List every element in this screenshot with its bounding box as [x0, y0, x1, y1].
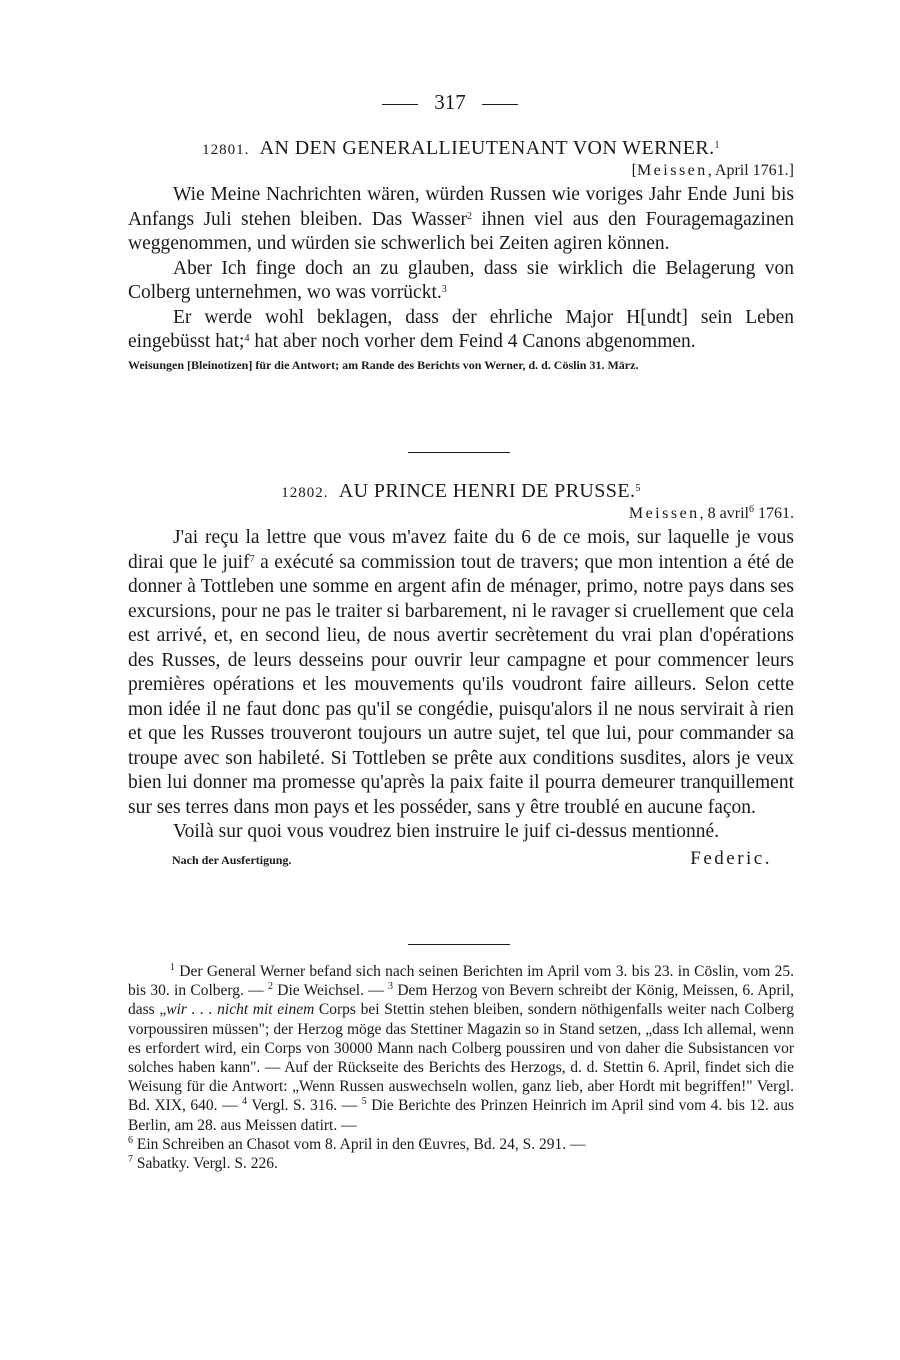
signature: Federic.: [690, 847, 772, 869]
source-note: Weisungen [Bleinotizen] für die Antwort; am Rande des Berichts von Werner, d. d. Cöslin 31. März.: [128, 357, 639, 372]
footnote-3-rest: Corps bei Stettin stehen bleiben, sondern nöthigenfalls weiter nach Colberg vorpoussiren müssen"; der Herzog möge das Stettiner Magazin so in Stand setzen, „dass Ich allemal, wenn es erfordert wird, ein Corps von 30000 Mann nach Colberg poussiren und von daher die Subsistancen vor solches haben kann". — Auf der Rückseite des Berichts des Herzogs, d. d. Stettin 6. April, findet sich die Weisung für die Antwort: „Wenn Russen auswechseln wollen, ganz lieb, aber Hordt mit begriffen!" Vergl. Bd. XIX, 640. —: [128, 1001, 794, 1115]
footnote-7: Sabatky. Vergl. S. 226.: [133, 1155, 278, 1173]
paragraph: Wie Meine Nachrichten wären, würden Russen wie voriges Jahr Ende Juni bis Anfangs Juli stehen bleiben. Das Wasser$^2$ ihnen viel aus den Fouragemagazinen weggenommen, und würden sie schwerlich bei Zeiten agiren können.: [128, 184, 794, 254]
footnote-number: 1: [170, 962, 175, 973]
paragraph: Voilà sur quoi vous voudrez bien instruire le juif ci-dessus mentionné.: [173, 821, 720, 842]
footnote-ref: 6: [749, 504, 754, 515]
letter-title: AU PRINCE HENRI DE PRUSSE.: [338, 480, 636, 502]
footnote-5: Die Berichte des Prinzen Heinrich im April sind vom 4. bis 12. aus Berlin, am 28. aus Meissen datirt. —: [128, 1097, 794, 1134]
letter-body: [128, 183, 794, 355]
footnote-number: 3: [388, 981, 394, 993]
footnote-ref: 2: [467, 210, 473, 222]
footnote-3-quote: wir . . . nicht mit einem: [166, 1001, 315, 1019]
source-note: Nach der Ausfertigung.: [172, 852, 292, 867]
footnote-ref: 7: [249, 553, 255, 565]
footnote-number: 7: [128, 1154, 133, 1166]
separator-rule: [408, 452, 510, 453]
page-number: 317: [434, 90, 466, 114]
letter-title: AN DEN GENERALLIEUTENANT VON WERNER.: [259, 137, 715, 159]
footnote-3: Dem Herzog von Bevern schreibt der König, Meissen, 6. April, dass „: [128, 982, 795, 1019]
footnote-6: Ein Schreiben an Chasot vom 8. April in den Œuvres, Bd. 24, S. 291. —: [133, 1135, 586, 1153]
letter-heading: [128, 137, 794, 160]
letter-12801: [128, 137, 794, 374]
separator-rule: [408, 944, 510, 945]
closing-row: [128, 848, 794, 870]
paragraph: J'ai reçu la lettre que vous m'avez faite du 6 de ce mois, sur laquelle je vous dirai que le juif$^7$ a exécuté sa commission tout de travers; que mon intention a été de donner à Tottleben une somme en argent afin de ménager, primo, notre pays dans ses excursions, pour ne pas le traiter si barbarement, ni le ravager si cruellement que cela est arrivé, et, en second lieu, de nous avertir secrètement du vrai plan d'opérations des Russes, de leurs desseins pour ouvrir leur campagne et pour commencer leurs premières opérations et les mouvements qu'ils voudront faire ailleurs. Selon cette mon idée il ne faut donc pas qu'il se congédie, puisqu'alors il ne nous servirait à rien et que les Russes trouveront toujours un autre sujet, tel que lui, pour commander sa troupe avec son habileté. Si Tottleben se prête aux conditions susdites, alors je veux bien lui donner ma promesse qu'après la paix faite il pourra demeurer tranquillement sur ses terres dans mon pays et les posséder, sans y être troublé en aucune façon.: [128, 527, 794, 818]
footnote-2: Die Weichsel. —: [272, 982, 389, 1000]
footnote-number: 5: [361, 1096, 367, 1108]
letter-number: 12801.: [202, 142, 250, 158]
footnote-number: 6: [128, 1134, 133, 1146]
footnote-1: Der General Werner befand sich nach seinen Berichten im April vom 3. bis 23. in Cöslin, vom 25. bis 30. in Colberg. —: [128, 963, 794, 1000]
footnote-number: 2: [267, 981, 273, 993]
footnote-ref: 4: [244, 333, 250, 344]
footnote-4: Vergl. S. 316. —: [247, 1097, 362, 1115]
footnote-ref: 5: [635, 483, 641, 494]
letter-heading: [128, 480, 794, 503]
page-number-rule-left: [382, 104, 418, 105]
letter-dateline: [Meissen, April 1761.]: [631, 162, 794, 179]
footnote-number: 4: [242, 1096, 248, 1108]
date-place: Meissen: [628, 505, 700, 522]
paragraph: Aber Ich finge doch an zu glauben, dass sie wirklich die Belagerung von Colberg unternehmen, wo was vorrückt.$^3$: [128, 257, 794, 303]
letter-dateline: Meissen, 8 avril$^6$ 1761.: [628, 504, 794, 522]
paragraph: Er werde wohl beklagen, dass der ehrliche Major H[undt] sein Leben eingebüsst hat;$^4$ hat aber noch vorher dem Feind 4 Canons abgenommen.: [128, 306, 794, 352]
footnote-ref: 3: [441, 284, 447, 295]
page-number-line: [0, 90, 900, 115]
date-rest: , April 1761.: [707, 162, 789, 179]
date-place: Meissen: [636, 162, 708, 179]
letter-number: 12802.: [281, 485, 329, 501]
page-number-rule-right: [482, 104, 518, 105]
footnote-ref: 1: [714, 140, 720, 151]
footnotes: [128, 962, 794, 1173]
letter-body: [128, 526, 794, 845]
letter-12802: [128, 480, 794, 870]
